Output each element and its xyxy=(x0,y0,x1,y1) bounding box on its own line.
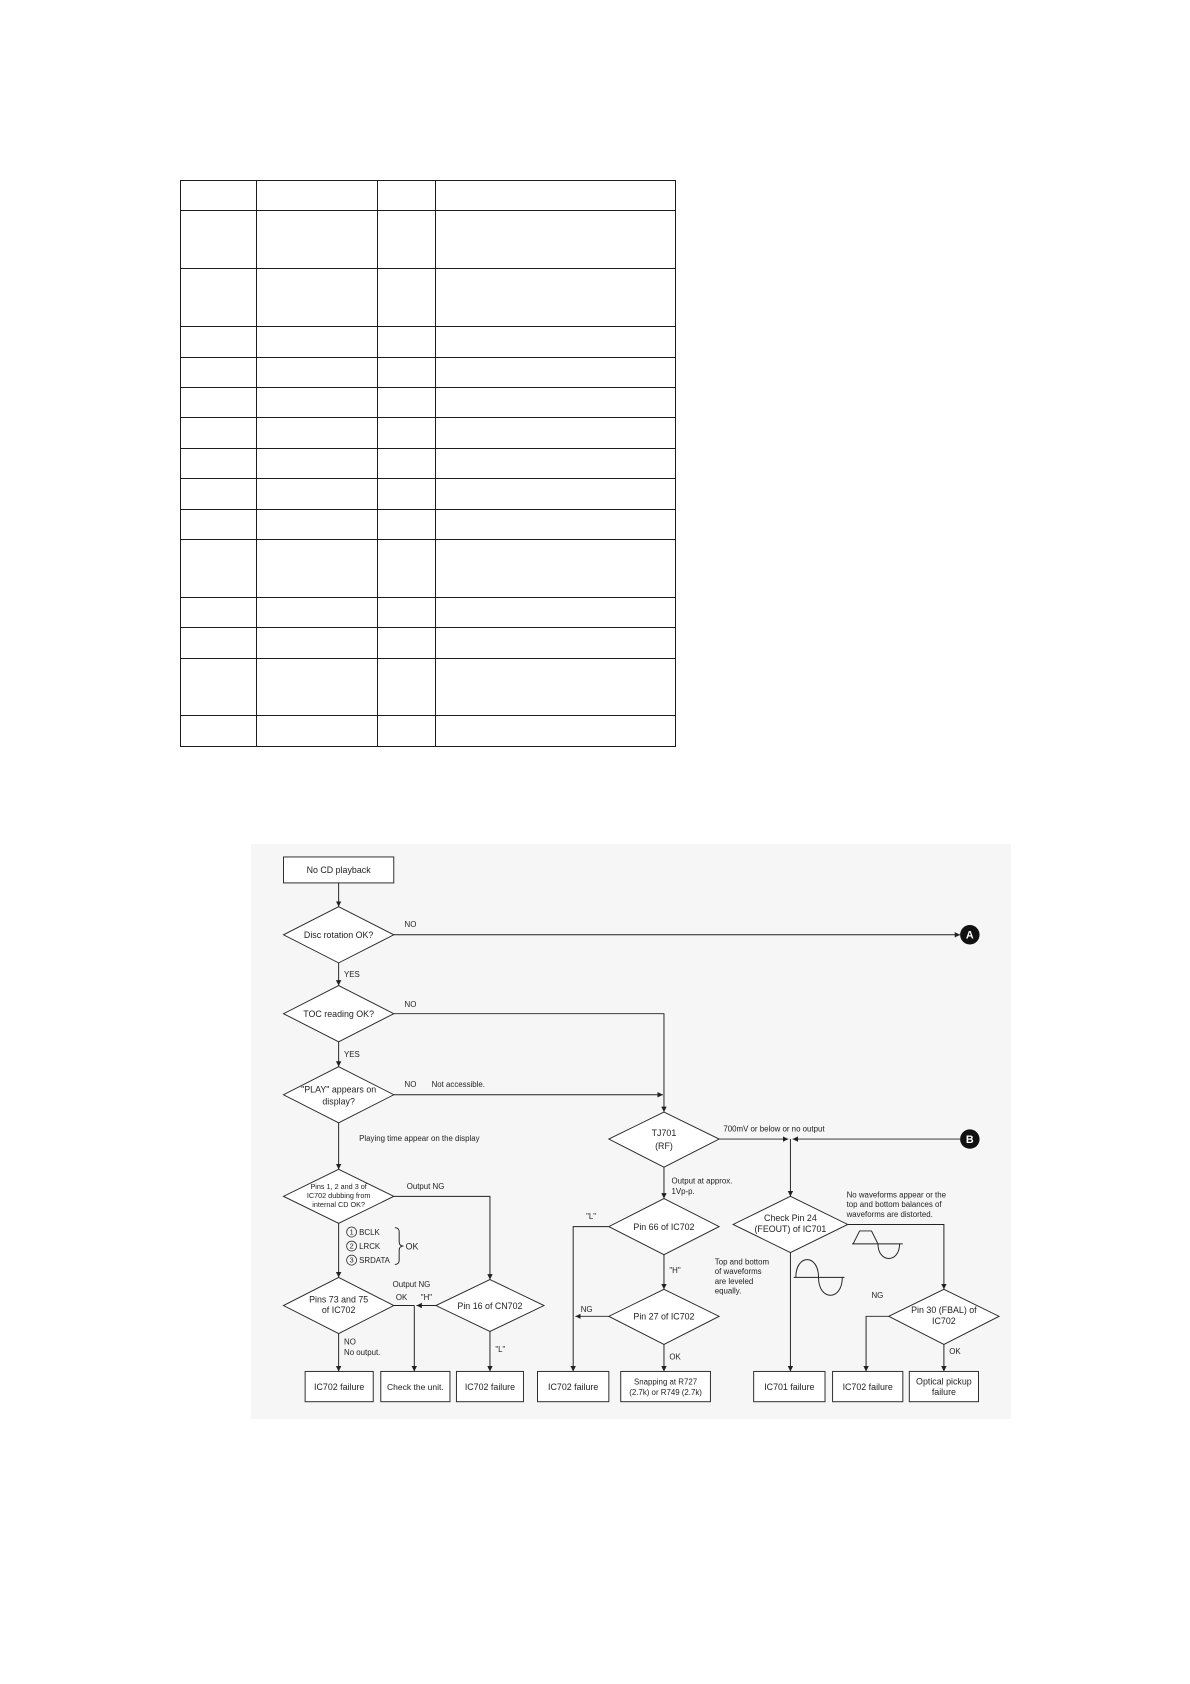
table-cell xyxy=(181,597,257,627)
table-cell xyxy=(378,716,436,746)
pin-24-question-line2: (FEOUT) of IC701 xyxy=(754,1224,827,1235)
table-cell xyxy=(378,448,436,478)
pins-1-2-3-question-line1: Pins 1, 2 and 3 of xyxy=(310,1181,367,1191)
pins-73-75-no-note: No output. xyxy=(344,1348,381,1358)
table-cell xyxy=(436,628,676,658)
table-row xyxy=(181,269,676,327)
table-cell xyxy=(181,418,257,448)
result-ic701-failure xyxy=(754,1371,825,1401)
table-cell xyxy=(181,387,257,417)
table-cell xyxy=(436,357,676,387)
table-cell xyxy=(257,181,378,211)
pin-30-question-line1: Pin 30 (FBAL) of xyxy=(911,1305,977,1316)
result-label-line2: (2.7k) or R749 (2.7k) xyxy=(629,1388,702,1398)
result-label: IC702 failure xyxy=(314,1381,365,1392)
pins-1-2-3-ng-label: Output NG xyxy=(406,1181,445,1191)
table-cell xyxy=(181,181,257,211)
signal-name: LRCK xyxy=(359,1241,381,1251)
result-ic702-failure xyxy=(305,1371,373,1401)
table-cell xyxy=(257,479,378,509)
table-cell xyxy=(378,387,436,417)
pin-30-question-line2: IC702 xyxy=(932,1315,956,1326)
table-cell xyxy=(257,211,378,269)
pin-30-ng-label: NG xyxy=(871,1290,884,1300)
table-cell xyxy=(257,716,378,746)
result-ic702-failure xyxy=(456,1371,523,1401)
pin-table xyxy=(180,180,676,747)
pins-73-75-ng-label: Output NG xyxy=(392,1280,431,1290)
table-cell xyxy=(181,269,257,327)
signal-ok-label: OK xyxy=(405,1241,419,1252)
table-cell xyxy=(181,658,257,716)
result-label-line2: failure xyxy=(931,1387,956,1398)
pin-27-ok-label: OK xyxy=(669,1352,681,1362)
table-cell xyxy=(436,448,676,478)
result-label: IC702 failure xyxy=(464,1381,516,1392)
pin-24-ng-note-line2: top and bottom balances of xyxy=(846,1200,942,1210)
table-cell xyxy=(378,658,436,716)
pin-16-h-label: "H" xyxy=(420,1293,433,1303)
pin-table-body xyxy=(181,181,676,747)
pins-1-2-3-question-line3: internal CD OK? xyxy=(312,1200,365,1210)
table-row xyxy=(181,211,676,269)
pin-66-question: Pin 66 of IC702 xyxy=(633,1221,695,1232)
table-cell xyxy=(181,509,257,539)
pin-24-ok-note-line2: of waveforms xyxy=(714,1267,762,1277)
table-cell xyxy=(378,628,436,658)
table-cell xyxy=(181,539,257,597)
table-cell xyxy=(257,509,378,539)
toc-reading-yes-label: YES xyxy=(344,1049,360,1059)
pin-27-question: Pin 27 of IC702 xyxy=(633,1311,695,1322)
pin-24-ok-note-line4: equally. xyxy=(714,1286,742,1296)
table-cell xyxy=(436,479,676,509)
result-optical-pickup-failure xyxy=(909,1371,978,1401)
table-row xyxy=(181,418,676,448)
table-row xyxy=(181,181,676,211)
pin-24-ng-note-line3: waveforms are distorted. xyxy=(846,1209,933,1219)
table-cell xyxy=(436,539,676,597)
signal-number: 1 xyxy=(349,1227,354,1237)
table-cell xyxy=(378,181,436,211)
result-ic702-failure xyxy=(833,1371,903,1401)
table-cell xyxy=(436,658,676,716)
disc-rotation-no-label: NO xyxy=(404,920,417,930)
play-display-no-note: Not accessible. xyxy=(431,1080,485,1090)
pins-73-75-no-label: NO xyxy=(344,1337,356,1347)
table-row xyxy=(181,327,676,357)
table-row xyxy=(181,716,676,746)
table-cell xyxy=(436,327,676,357)
table-cell xyxy=(436,597,676,627)
table-row xyxy=(181,597,676,627)
result-ic702-failure xyxy=(538,1371,609,1401)
pin-30-ok-label: OK xyxy=(949,1347,961,1357)
pin-24-ng-note-line1: No waveforms appear or the xyxy=(846,1190,946,1200)
table-cell xyxy=(181,628,257,658)
connector-a-label: A xyxy=(965,929,974,942)
play-display-yes-note: Playing time appear on the display xyxy=(359,1134,480,1144)
table-cell xyxy=(181,211,257,269)
signal-name: BCLK xyxy=(359,1227,380,1237)
table-cell xyxy=(436,269,676,327)
pins-1-2-3-question-line2: IC702 dubbing from xyxy=(306,1190,371,1200)
pin-27-ng-label: NG xyxy=(580,1304,593,1314)
signal-name: SRDATA xyxy=(359,1255,390,1265)
table-cell xyxy=(436,387,676,417)
table-cell xyxy=(378,269,436,327)
table-cell xyxy=(378,539,436,597)
table-cell xyxy=(378,418,436,448)
tj701-question-line1: TJ701 xyxy=(651,1127,677,1138)
pins-73-75-question-line1: Pins 73 and 75 xyxy=(309,1294,369,1305)
play-display-question-line2: display? xyxy=(322,1096,355,1107)
play-display-no-label: NO xyxy=(404,1080,417,1090)
table-cell xyxy=(257,448,378,478)
table-cell xyxy=(181,357,257,387)
pin-16-question: Pin 16 of CN702 xyxy=(457,1300,523,1311)
table-cell xyxy=(378,597,436,627)
table-row xyxy=(181,539,676,597)
disc-rotation-question: Disc rotation OK? xyxy=(303,930,374,941)
table-cell xyxy=(436,211,676,269)
signal-number: 2 xyxy=(349,1241,354,1251)
table-cell xyxy=(257,269,378,327)
disc-rotation-yes-label: YES xyxy=(344,969,360,979)
table-cell xyxy=(181,479,257,509)
connector-b-label: B xyxy=(965,1133,974,1146)
table-cell xyxy=(257,597,378,627)
pins-73-75-question-line2: of IC702 xyxy=(321,1305,356,1316)
table-cell xyxy=(181,327,257,357)
table-row xyxy=(181,448,676,478)
pin-16-l-label: "L" xyxy=(495,1344,506,1354)
pin-66-h-label: "H" xyxy=(669,1266,681,1276)
tj701-ok-note-line1: Output at approx. xyxy=(671,1176,733,1186)
table-row xyxy=(181,479,676,509)
toc-reading-no-label: NO xyxy=(404,1000,417,1010)
pin-24-ok-note-line3: are leveled xyxy=(714,1276,754,1286)
table-cell xyxy=(378,211,436,269)
table-row xyxy=(181,509,676,539)
tj701-ng-note: 700mV or below or no output xyxy=(723,1124,825,1134)
table-cell xyxy=(436,418,676,448)
table-cell xyxy=(436,509,676,539)
result-label-line1: Optical pickup xyxy=(916,1376,972,1387)
result-check-the-unit xyxy=(381,1371,450,1401)
table-row xyxy=(181,357,676,387)
tj701-ok-note-line2: 1Vp-p. xyxy=(671,1187,695,1197)
table-cell xyxy=(378,509,436,539)
table-cell xyxy=(257,327,378,357)
pin-24-question-line1: Check Pin 24 xyxy=(764,1213,817,1224)
table-cell xyxy=(257,658,378,716)
table-cell xyxy=(378,327,436,357)
result-label: IC701 failure xyxy=(764,1381,815,1392)
play-display-question-line1: "PLAY" appears on xyxy=(301,1084,377,1095)
table-cell xyxy=(181,716,257,746)
pins-73-75-ok-label: OK xyxy=(395,1293,408,1303)
table-cell xyxy=(257,357,378,387)
table-cell xyxy=(181,448,257,478)
pin-24-ok-note-line1: Top and bottom xyxy=(714,1257,770,1267)
result-label: IC702 failure xyxy=(548,1381,599,1392)
table-row xyxy=(181,387,676,417)
table-cell xyxy=(257,418,378,448)
tj701-question-line2: (RF) xyxy=(655,1140,673,1151)
table-row xyxy=(181,628,676,658)
table-cell xyxy=(378,479,436,509)
table-cell xyxy=(257,628,378,658)
table-cell xyxy=(436,181,676,211)
toc-reading-question: TOC reading OK? xyxy=(303,1008,375,1019)
table-cell xyxy=(257,539,378,597)
table-cell xyxy=(257,387,378,417)
result-label-line1: Snapping at R727 xyxy=(634,1377,698,1387)
pin-66-l-label: "L" xyxy=(586,1212,597,1222)
no-cd-playback-flowchart xyxy=(251,844,1011,1419)
signal-number: 3 xyxy=(349,1255,354,1265)
result-label: Check the unit. xyxy=(386,1381,444,1392)
table-cell xyxy=(378,357,436,387)
result-snapping-resistors xyxy=(621,1371,711,1401)
start-label: No CD playback xyxy=(306,865,371,876)
result-label: IC702 failure xyxy=(842,1381,893,1392)
table-cell xyxy=(436,716,676,746)
table-row xyxy=(181,658,676,716)
